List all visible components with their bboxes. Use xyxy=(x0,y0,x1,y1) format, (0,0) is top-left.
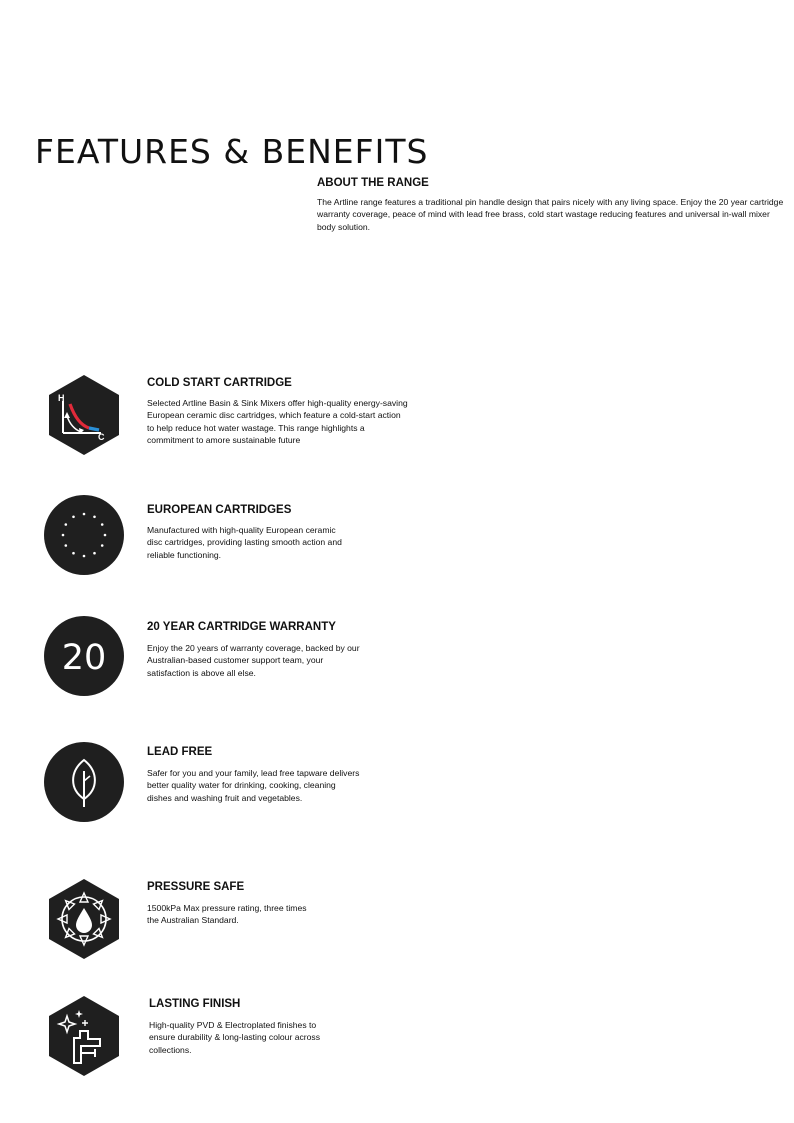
feature-body: 1500kPa Max pressure rating, three times the Australian Standard. xyxy=(147,903,307,926)
feature-body: Safer for you and your family, lead free tapware delivers better quality water for drinking, cooking, cleaning dishes and washing fruit and vegetables. xyxy=(147,768,360,803)
leaf-icon xyxy=(43,741,125,823)
feature-body: Selected Artline Basin & Sink Mixers offer high-quality energy-saving European ceramic disc cartridges, which feature a cold-start action to help reduce hot water wastage. This range highlights a commitment to amore sustainable future xyxy=(147,398,408,445)
twenty-year-icon xyxy=(43,615,125,697)
feature-body: Manufactured with high-quality European ceramic disc cartridges, providing lasting smooth action and reliable functioning. xyxy=(147,525,342,560)
about-body: The Artline range features a traditional pin handle design that pairs nicely with any living space. Enjoy the 20 year cartridge warranty coverage, peace of mind with lead free brass, cold start wastage reducing features and universal in-wall mixer body solution. xyxy=(317,197,784,232)
hot-label: H xyxy=(58,393,65,403)
european-stars-icon xyxy=(43,494,125,576)
feature-body: High-quality PVD & Electroplated finishes to ensure durability & long-lasting colour across collections. xyxy=(149,1020,321,1055)
sparkle-tap-hex-icon xyxy=(43,995,125,1077)
about-section xyxy=(317,177,787,233)
pressure-drop-hex-icon xyxy=(43,878,125,960)
feature-body: Enjoy the 20 years of warranty coverage, backed by our Australian-based customer support team, your satisfaction is above all else. xyxy=(147,643,360,678)
feature-heading: COLD START CARTRIDGE xyxy=(147,377,292,389)
page-title: FEATURES & BENEFITS xyxy=(35,132,429,171)
cold-label: C xyxy=(98,432,105,442)
cold-start-hex-icon xyxy=(43,374,125,456)
feature-heading: EUROPEAN CARTRIDGES xyxy=(147,504,292,516)
feature-heading: LASTING FINISH xyxy=(149,998,241,1010)
feature-heading: PRESSURE SAFE xyxy=(147,881,245,893)
feature-heading: 20 YEAR CARTRIDGE WARRANTY xyxy=(147,621,336,633)
about-heading: ABOUT THE RANGE xyxy=(317,177,429,189)
warranty-years-text: 20 xyxy=(61,638,107,678)
feature-heading: LEAD FREE xyxy=(147,746,213,758)
